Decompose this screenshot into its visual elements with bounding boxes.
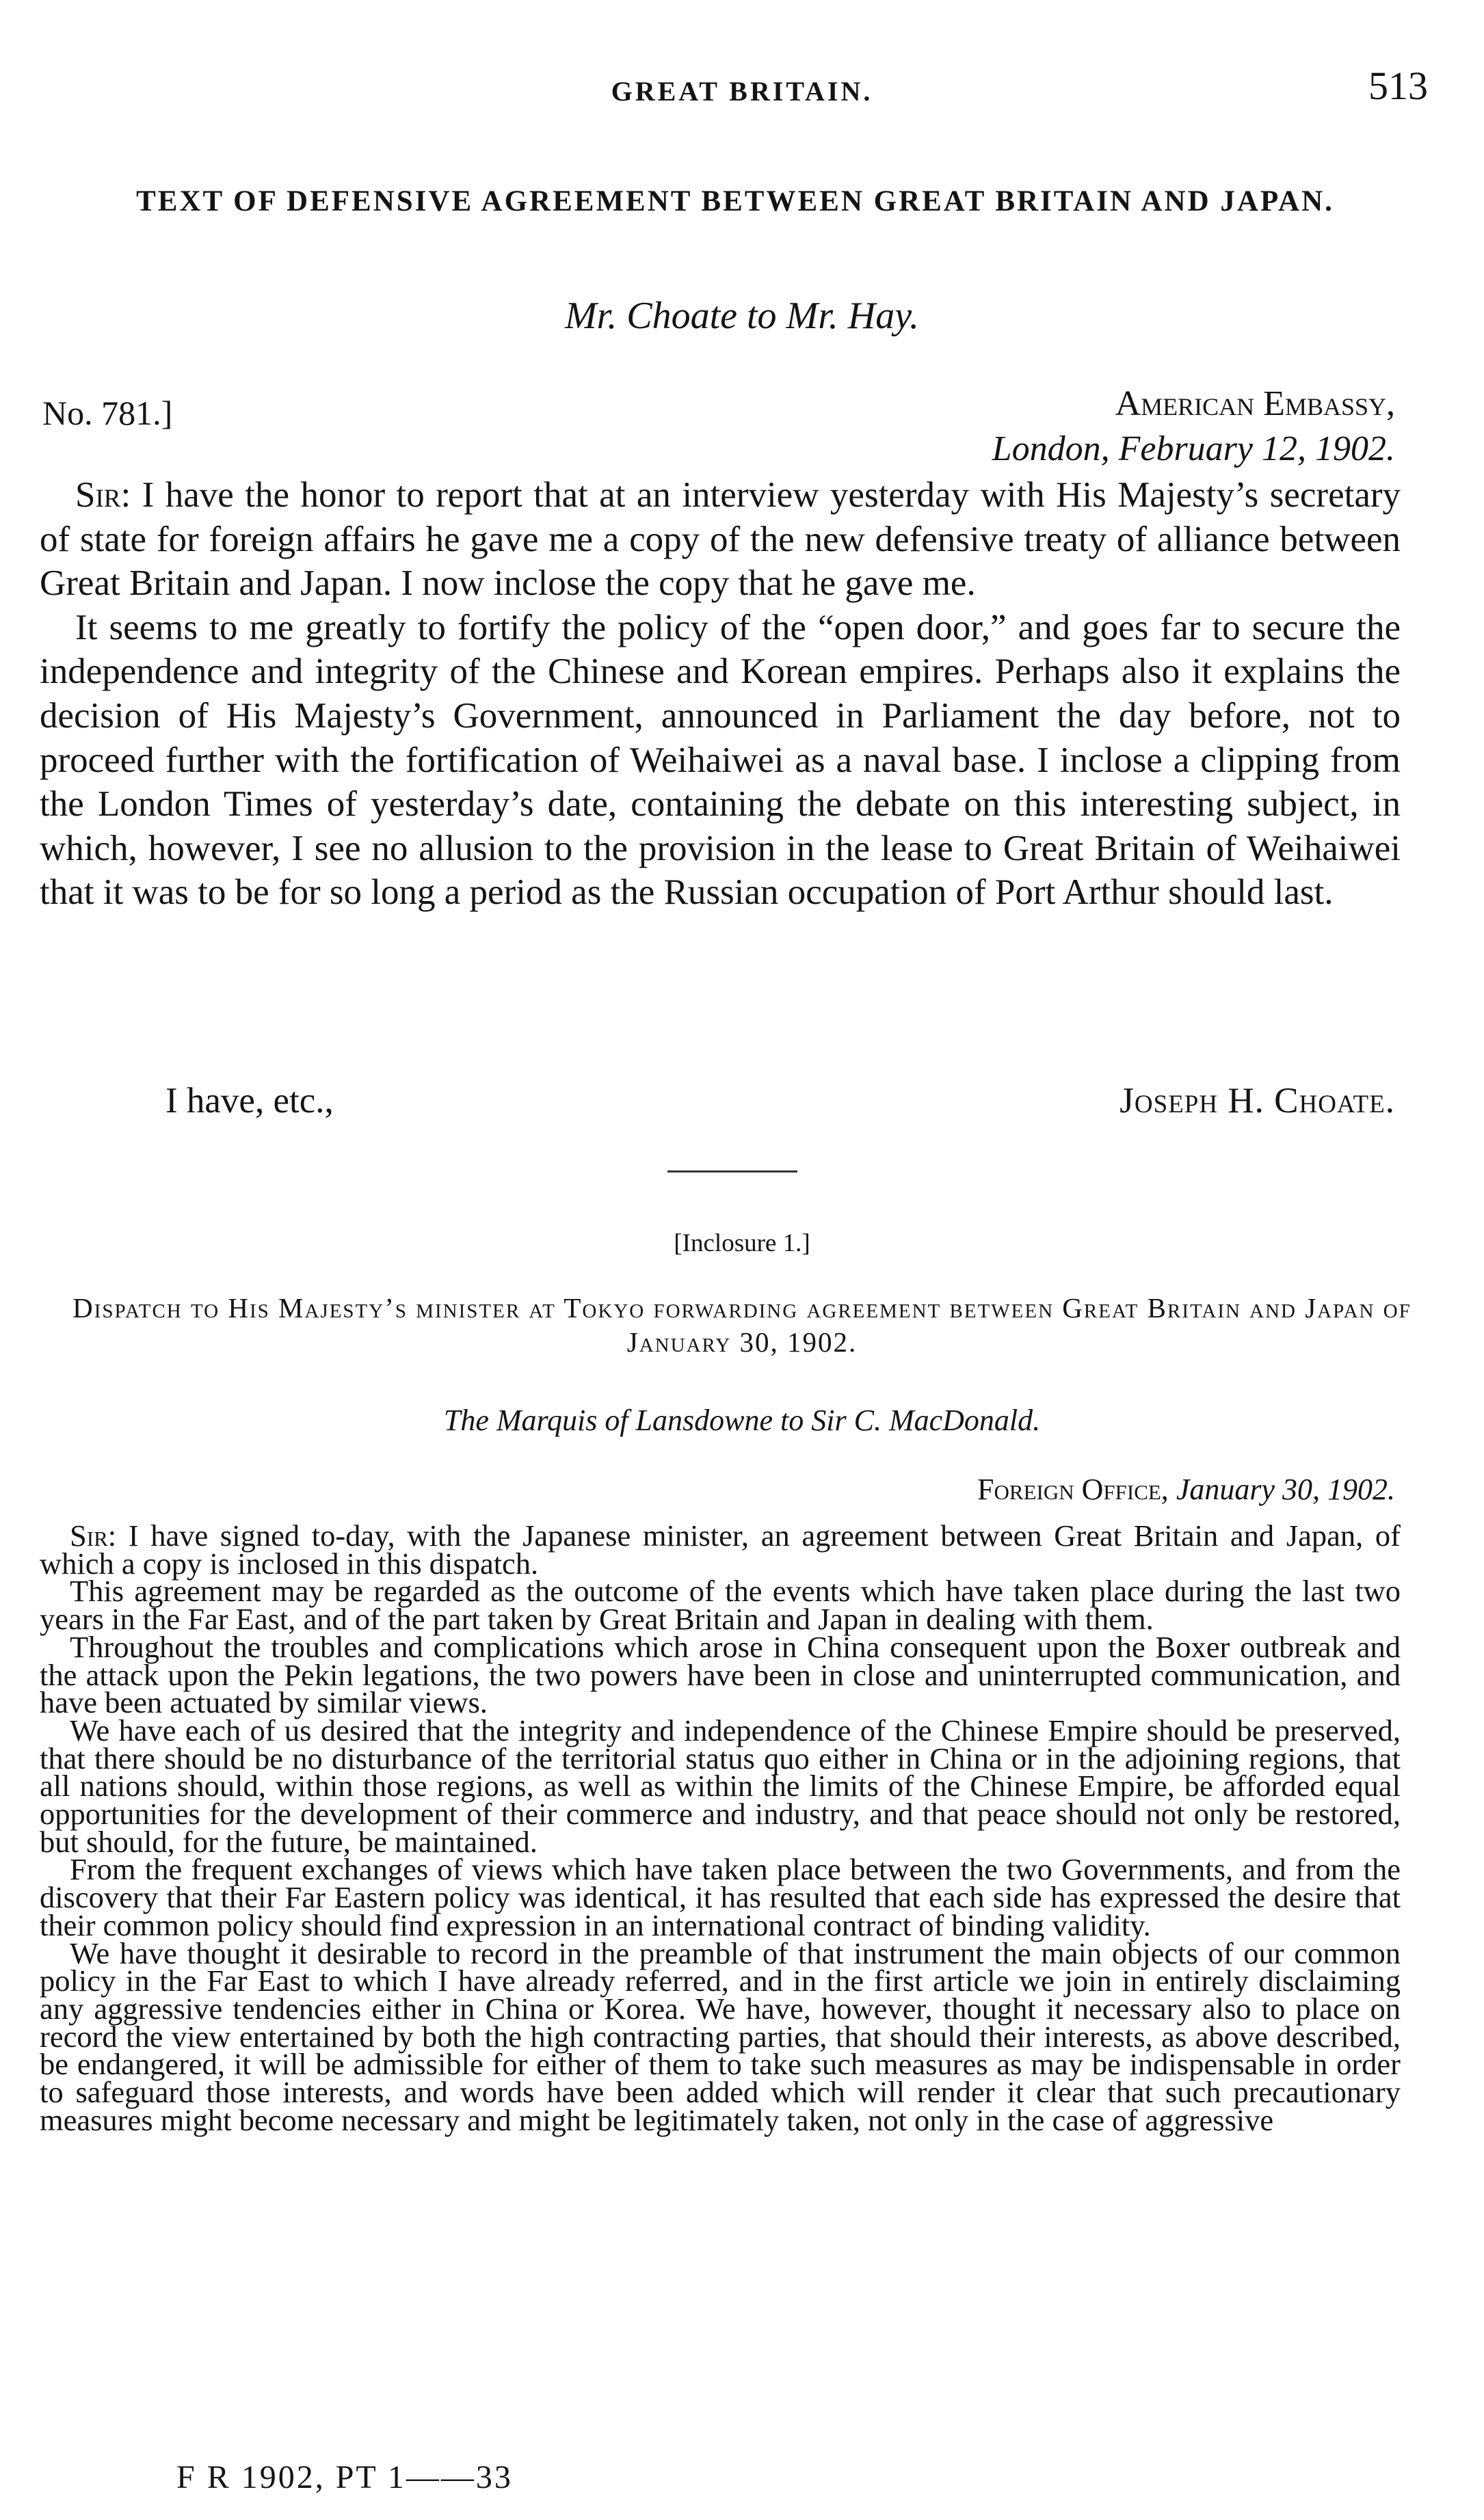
running-head <box>0 63 1484 111</box>
paragraph: We have thought it desirable to record in the preamble of that instrument the main objects of our common policy in the Far East to which I have already referred, and in the first article we join in entirely disclaiming any aggressive tendencies either in China or Korea. We have, however, thought it necessary also to place on record the view entertained by both the high contracting parties, that should their interests, as above described, be endangered, it will be admissible for either of them to take such measures as may be indispensable in order to safeguard those interests, and words have been added which will render it clear that such precautionary measures might become necessary and might be legitimately taken, not only in the case of aggressive <box>40 1935 1401 2137</box>
letter-body <box>40 473 1401 915</box>
paragraph: From the frequent exchanges of views which have taken place between the two Governments, and from the discovery that their Far Eastern policy was identical, it has resulted that each side has expressed the desire that their common policy should find expression in an international contract of binding validity. <box>40 1852 1401 1942</box>
paragraph: We have each of us desired that the integrity and independence of the Chinese Empire should be preserved, that there should be no disturbance of the territorial status quo either in China or in the adjoining regions, that all nations should, within those regions, as well as within the limits of the Chinese Empire, be afforded equal opportunities for the development of their commerce and industry, and that peace should not only be restored, but should, for the future, be maintained. <box>40 1713 1401 1859</box>
letter-heading-2: The Marquis of Lansdowne to Sir C. MacDonald. <box>443 1404 1041 1437</box>
dispatch-body <box>40 1518 1401 2137</box>
date: January 30, 1902. <box>1176 1473 1395 1506</box>
page-number: 513 <box>1368 64 1428 108</box>
address-date: February 12, 1902. <box>1118 429 1395 468</box>
paragraph: It seems to me greatly to fortify the policy of the “open door,” and goes far to secure the independence and integrity of the Chinese and Korean empires. Perhaps also it explains the decision of His Majesty’s Government, announced in Parliament the day before, not to proceed further with the fortification of Weihaiwei as a naval base. I inclose a clipping from the London Times of yesterday’s date, containing the debate on this interesting subject, in which, however, I see no allusion to the provision in the lease to Great Britain of Weihaiwei that it was to be for so long a period as the Russian occupation of Port Arthur should last. <box>40 607 1401 913</box>
address-block <box>834 381 1395 472</box>
letter-heading: Mr. Choate to Mr. Hay. <box>565 295 919 337</box>
paragraph: Sir: I have the honor to report that at an interview yesterday with His Majesty’s secretary of state for foreign affairs he gave me a copy of the new defensive treaty of alliance between Great Britain and Japan. I now inclose the copy that he gave me. <box>40 475 1401 604</box>
address-place: London, <box>992 429 1110 468</box>
footer-signature-mark: F R 1902, PT 1——33 <box>176 2459 513 2495</box>
signature-block <box>0 1080 1484 1128</box>
document-title: TEXT OF DEFENSIVE AGREEMENT BETWEEN GREAT BRITAIN AND JAPAN. <box>136 185 1334 217</box>
running-title: GREAT BRITAIN. <box>611 76 873 107</box>
place-date <box>977 1472 1395 1507</box>
salutation: Sir: <box>75 475 131 515</box>
salutation: Sir: <box>70 1518 117 1553</box>
place: Foreign Office, <box>977 1473 1169 1506</box>
signature: Joseph H. Choate. <box>1119 1081 1395 1121</box>
paragraph: Sir: I have signed to-day, with the Japanese minister, an agreement between Great Britain and Japan, of which a copy is inclosed in this dispatch. <box>40 1518 1401 1581</box>
paragraph: Throughout the troubles and complications which arose in China consequent upon the Boxer outbreak and the attack upon the Pekin legations, the two powers have been in close and uninterrupted communication, and have been actuated by similar views. <box>40 1629 1401 1720</box>
paragraph: This agreement may be regarded as the outcome of the events which have taken place during the last two years in the Far East, and of the part taken by Great Britain and Japan in dealing with them. <box>40 1574 1401 1637</box>
dispatch-number: No. 781.] <box>42 394 173 432</box>
divider <box>667 1170 797 1172</box>
dispatch-title: Dispatch to His Majesty’s minister at Tokyo forwarding agreement between Great Britain and Japan of January 30, 1902. <box>72 1292 1412 1358</box>
address-date-line <box>834 427 1395 472</box>
closing: I have, etc., <box>165 1081 334 1121</box>
inclosure-label: [Inclosure 1.] <box>674 1229 810 1257</box>
address-line: American Embassy, <box>1115 384 1395 423</box>
